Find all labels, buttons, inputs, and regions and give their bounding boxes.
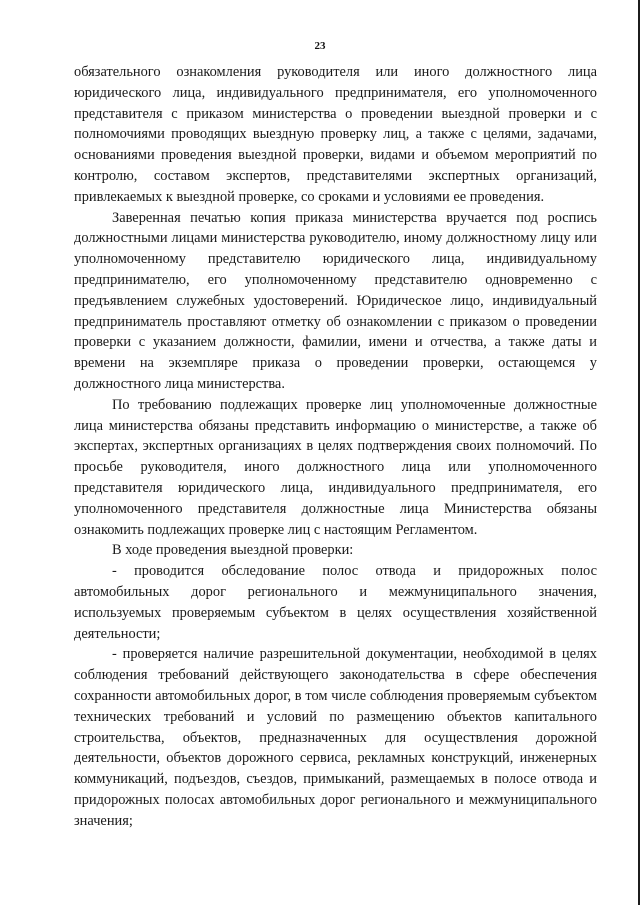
paragraph-continuation: обязательного ознакомления руководителя или иного должностного лица юридического лица, индивидуального предпринимателя, его уполномоченного представителя с приказом министерства о проведении выездной проверки и с полномочиями проводящих выездную проверку лиц, а также с целями, задачами, основаниями проведения выездной проверки, видами и объемом мероприятий по контролю, составом экспертов, представителями экспертных организаций, привлекаемых к выездной проверке, со сроками и условиями ее проведения. xyxy=(74,64,597,205)
page-number: 23 xyxy=(314,40,326,52)
list-item-permit-check: - проверяется наличие разрешительной документации, необходимой в целях соблюдения требований действующего законодательства в сфере обеспечения сохранности автомобильных дорог, в том числе соблюдения проверяемым субъектом технических требований и условий по размещению объектов капитального строительства, объектов, предназначенных для осуществления дорожной деятельности, объектов дорожного сервиса, рекламных конструкций, инженерных коммуникаций, подъездов, съездов, примыканий, размещаемых в полосе отвода и придорожных полосах автомобильных дорог регионального и межмуниципального значения; xyxy=(74,646,597,829)
document-body xyxy=(74,62,597,831)
paragraph-inspection-intro: В ходе проведения выездной проверки: xyxy=(112,542,354,559)
paragraph-information-request: По требованию подлежащих проверке лиц уполномоченные должностные лица министерства обязаны представить информацию о министерстве, а также об экспертах, экспертных организациях в целях подтверждения своих полномочий. По просьбе руководителя, иного должностного лица или уполномоченного представителя юридического лица, индивидуального предпринимателя, его уполномоченного представителя должностные лица Министерства обязаны ознакомить подлежащих проверке лиц с настоящим Регламентом. xyxy=(74,396,597,538)
paragraph-order-copy: Заверенная печатью копия приказа министерства вручается под роспись должностными лицами министерства руководителю, иному должностному лицу или уполномоченному представителю юридического лица, индивидуальному предпринимателю, его уполномоченному представителю одновременно с предъявлением служебных удостоверений. Юридическое лицо, индивидуальный предприниматель проставляют отметку об ознакомлении с приказом о проведении проверки с указанием должности, фамилии, имени и отчества, а также даты и времени на экземпляре приказа о проведении проверки, остающемся у должностного лица министерства. xyxy=(74,209,597,392)
list-item-road-survey: - проводится обследование полос отвода и придорожных полос автомобильных дорог регионального и межмуниципального значения, используемых проверяемым субъектом в целях осуществления хозяйственной деятельности; xyxy=(74,563,597,642)
